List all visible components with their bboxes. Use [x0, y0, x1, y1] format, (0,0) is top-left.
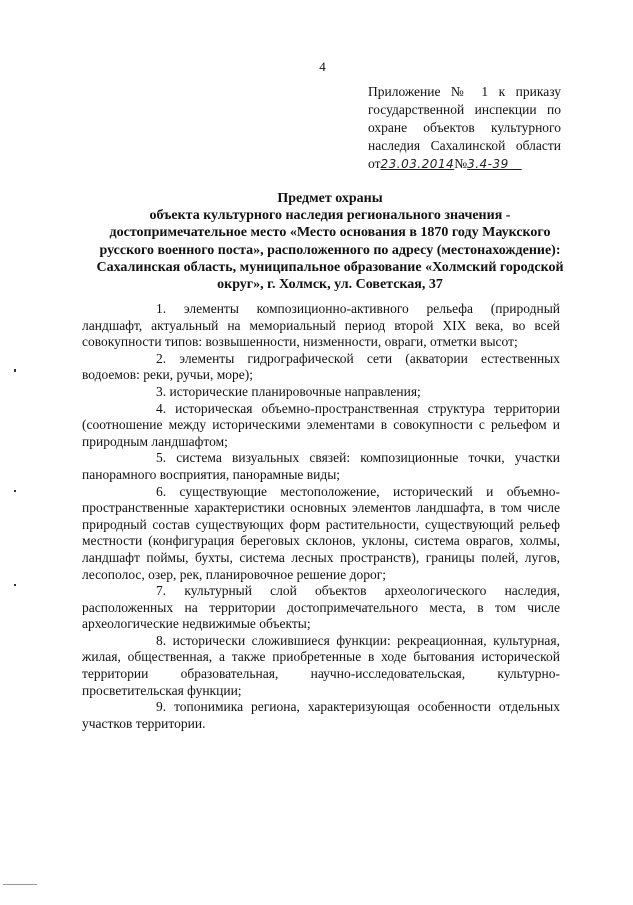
item-number: 6. — [156, 483, 167, 499]
item-number: 8. — [156, 632, 167, 648]
item-number: 9. — [156, 699, 167, 715]
list-item — [82, 450, 560, 483]
list-item — [82, 351, 560, 384]
item-number: 1. — [156, 301, 167, 316]
item-text: исторические планировочные направления; — [169, 383, 421, 399]
title-heading: Предмет охраны — [277, 191, 383, 206]
handwritten-number: 3.4-39 — [467, 157, 509, 171]
item-text: исторически сложившиеся функции: рекреационная, культурная, жилая, общественная, а также приобретенные в ходе бытования исторической территории образовательная, научно-исследовательская, культурно-просветительская функции; — [82, 632, 561, 698]
item-text: элементы композиционно-активного рельефа (природный ландшафт, актуальный на мемориальный период второй XIX века, во всей совокупности типов: возвышенности, низменности, овраги, отметки высот; — [82, 301, 560, 350]
item-text: культурный слой объектов археологического наследия, расположенных на территории достопримечательного места, в том числе археологические недвижимые объекты; — [82, 583, 561, 632]
list-item — [82, 384, 560, 401]
item-text: существующие местоположение, исторический и объемно-пространственные характеристики основных элементов ландшафта, в том числе природный состав существующих форм растительности, существующий рельеф местности (конфигурация береговых склонов, уклоны, система оврагов, холмы, ландшафт поймы, бухты, система лесных пространств), границы полей, лугов, лесополос, озер, рек, планировочное решение дорог; — [82, 483, 561, 582]
item-number: 4. — [156, 400, 167, 416]
appendix-line: Приложение № 1 к приказу — [368, 84, 561, 99]
item-text: элементы гидрографической сети (акватории естественных водоемов: реки, ручьи, море); — [82, 350, 560, 383]
protection-items-list — [82, 301, 560, 732]
list-item — [82, 699, 560, 732]
item-text: историческая объемно-пространственная структура территории (соотношение между историческими элементами в совокупности с рельефом и природным ландшафтом; — [82, 400, 560, 449]
handwritten-date: 23.03.2014 — [380, 157, 455, 171]
item-number: 3. — [156, 383, 167, 399]
item-text: топонимика региона, характеризующая особенности отдельных участков территории. — [82, 699, 560, 731]
title-body: объекта культурного наследия регионального значения - достопримечательное место «Место основания в 1870 году Маукского русского военного поста», расположенного по адресу (местонахождение): Сахалинская область, муниципальное образование «Холмский городской округ», г. Холмск, ул. Советская, 37 — [96, 208, 564, 293]
scan-mark — [14, 490, 16, 492]
appendix-line: государственной инспекции по — [368, 102, 561, 117]
scan-mark — [14, 584, 16, 586]
list-item — [82, 583, 560, 633]
document-title — [88, 190, 572, 293]
appendix-line: наследия Сахалинской области — [368, 138, 561, 153]
item-text: система визуальных связей: композиционные точки, участки панорамного восприятия, панорамные виды; — [82, 450, 560, 482]
page-number: 4 — [319, 59, 326, 74]
appendix-note — [368, 83, 561, 173]
item-number: 7. — [156, 583, 167, 599]
item-number: 5. — [156, 450, 167, 466]
appendix-line: охране объектов культурного — [368, 120, 561, 135]
appendix-date-line — [368, 155, 561, 173]
item-number: 2. — [156, 350, 167, 366]
date-prefix: от — [368, 156, 381, 171]
list-item — [82, 301, 560, 351]
scan-mark — [3, 884, 37, 885]
list-item — [82, 633, 560, 699]
list-item — [82, 484, 560, 584]
number-prefix: № — [454, 156, 468, 171]
list-item — [82, 401, 560, 451]
scan-mark — [14, 369, 16, 372]
